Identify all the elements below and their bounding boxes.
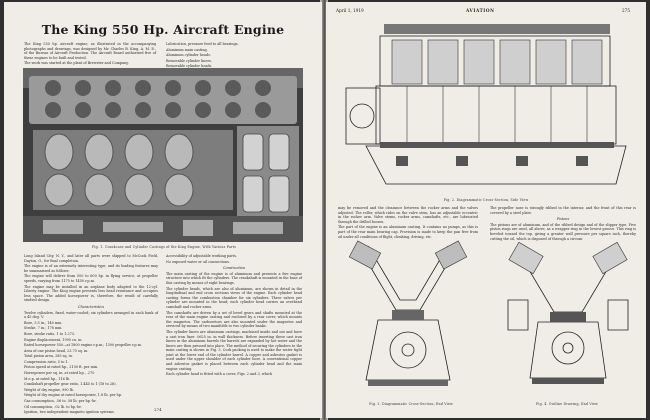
intro-paragraph: The work was started at the plant of Brewster and Company,: [24, 61, 129, 66]
spec-line: Gas consumption, .56 to .58 lb. per hp.-hr.: [24, 399, 97, 404]
body-paragraph: Long Island City, N. Y., and later all parts were shipped to McCook Field, Dayton, O., for final completion.: [24, 254, 158, 263]
lower-column-2: [166, 254, 302, 378]
characteristics-heading: Characteristics: [77, 304, 105, 309]
end-view-cross-section-drawing: [338, 240, 478, 400]
feature-line: Aluminum cylinder heads.: [166, 53, 211, 58]
body-paragraph: may be removed and the clearance between the rocker arms and the valves adjusted. The roller, which rides on the valve stem, has an adjustable eccentric in the rocker arm. Valve stems, rocker arms, camshafts, etc., are lubricated through the drilled bosses.: [338, 206, 478, 224]
body-paragraph: The propeller nose is strongly ribbed in the interior, and the front of this rear is covered by a steel plate.: [490, 206, 636, 215]
spec-line: Oil consumption, .02 lb. to hp.-hr.: [24, 404, 82, 409]
spec-line: Area of one piston head, 23.75 sq. in.: [24, 348, 89, 353]
feature-line: Accessibility of adjustable working parts.: [166, 254, 237, 258]
body-paragraph: The cylinder heads, which are also of aluminum, are shown in detail in the longitudinal and end cross sections views of the engine. Each cylinder head casting forms the combustion chamber for six cylinders. Three valves per cylinder are mounted in the head; each cylinder head carries an overhead camshaft and rocker arms.: [166, 286, 302, 309]
body-paragraph: The cylinder liners are aluminum castings, machined inside and out and have a cast iron liner .0625 in. in wall thickness. Before inserting these cast iron liners in the aluminum barrels the barrels are expanded by hot water and the liners are then pressed into place. The method of securing the cylinders to the main casting is shown in Fig. 3. Cork packing is used to make the water tight joint at the lower end of the cylinder barrel. A copper and asbestos gasket is used under the upper shoulder of each cylinder bore. A conventional copper and asbestos gasket is placed between each cylinder head and the main engine casting.: [166, 329, 302, 371]
end-view-outline-drawing: [498, 240, 638, 400]
body-paragraph: The main casting of the engine is of aluminum and presents a five engine structure into which fit the cylinders. The crankshaft is mounted in the base of this casting by means of eight bearings.: [166, 271, 302, 285]
feature-line: No exposed water or oil connections.: [166, 259, 230, 264]
article-title: The King 550 Hp. Aircraft Engine: [41, 22, 285, 37]
spec-line: Horsepower per sq. in. at rated hp., .270: [24, 371, 95, 376]
side-view-cross-section-drawing: [336, 16, 636, 196]
figure-4-caption: Fig. 4. Outline Drawing, End View: [535, 402, 599, 406]
spec-line: Stroke, 7 in.; 178 mm.: [24, 326, 63, 331]
spec-line: Twelve cylinders, fixed, water-cooled; six cylinders arranged in each bank of a 45 deg. V.: [24, 310, 158, 320]
right-page-number: 275: [622, 8, 630, 13]
body-paragraph: The pistons are of aluminum, and of the ribbed design and of the slipper type. Five piston rings are used, all above, as a wrapper ring in the lowest groove. This ring is beveled toward the top, giving a greater wall pressure per square inch, thereby cutting the oil, which is disposed of through a circum-: [490, 222, 636, 241]
figure-3-caption: Fig. 3. Diagrammatic Cross-Section, End View: [369, 402, 453, 406]
feature-line: Aluminum main casting.: [166, 47, 208, 52]
pistons-heading: Pistons: [556, 217, 570, 222]
engine-castings-photo: [23, 68, 303, 242]
spec-line: Engine displacement, 1995 cu. in.: [24, 337, 83, 342]
issue-date: April 1, 1919: [336, 8, 364, 13]
magazine-name: AVIATION: [466, 8, 495, 13]
figure-1-caption: Fig. 1. Crankcase and Cylinder Castings of the King Engine, With Various Parts: [91, 245, 237, 249]
spec-line: Bore, 5.5 in.; 140 mm.: [24, 320, 63, 325]
intro-paragraph: The King 550 hp. aircraft engine, as illustrated in the accompanying photographs and drawings, was designed by Mr. Charles B. King, A. M. E., of the Bureau of Aircraft Production. The Aircraft Board authorized five of these engines to be built and tested.: [24, 42, 156, 60]
spec-line: Weight of dry engine at rated horsepower, 1.8 lb. per hp.: [24, 393, 122, 398]
left-page: [4, 2, 322, 418]
engine-castings-illustration: [23, 68, 303, 242]
body-paragraph: The engine will deliver from 500 to 600 hp. in flying service, at propeller speeds, varying from 1175 to 1450 r.p.m.: [24, 274, 158, 283]
body-paragraph: Each cylinder head is fitted with a cover, Figs. 2 and 3, which: [166, 372, 273, 377]
right-page: [326, 2, 646, 418]
spec-line: Crankshaft propeller gear ratio, 1.445 to 1 (18 to 26).: [24, 382, 117, 387]
right-text-column-1: [338, 206, 478, 240]
body-paragraph: The engine is of an extremely interesting type, and its leading features may be summarized as follows:: [24, 264, 158, 273]
spec-line: Piston speed at rated hp., 2100 ft. per min.: [24, 365, 99, 370]
feature-line: Removable cylinder heads.: [166, 64, 213, 69]
spec-line: Bore, stroke ratio, 1 to 1.273.: [24, 331, 76, 336]
figure-2-caption: Fig. 2. Diagrammatic Cross-Section, Side View: [443, 198, 529, 202]
feature-line: Removable cylinder liners.: [166, 58, 212, 63]
left-page-number: 274: [154, 407, 162, 412]
body-paragraph: The engine may be installed in an airplane body adapted to the 12-cyl. Liberty engine. The King engine presents less head resistance and occupies less space. The added horsepower is, therefore, the result of carefully studied design.: [24, 284, 158, 303]
feature-line: Lubrication, pressure feed to all bearings.: [166, 42, 239, 46]
spec-line: Rated horsepower 550—at 1800 engine r.p.m.; 1300 propeller r.p.m.: [24, 343, 142, 348]
spec-line: Weight of dry engine, 990 lb.: [24, 387, 74, 392]
spec-line: Compression ratio, 5 to 1.: [24, 359, 69, 364]
spec-line: Total piston area, 285 sq. in.: [24, 354, 74, 359]
intro-column-1: [24, 42, 156, 67]
right-text-column-2: [490, 206, 636, 242]
body-paragraph: The camshafts are driven by a set of bevel gears and shafts mounted at the rear of the main engine casting and enclosed by a rear cover, which mounts the magnetos. The carburetors are also mounted under the magnetos and serviced by means of two manifolds to two cylinder banks.: [166, 310, 302, 329]
body-paragraph: The part of the engine is an aluminum casting. It contains no pumps, as this is part of the rear main bearing cap. Provision is made to keep the pan free from oil under all conditions of flight, climbing, driving, etc.: [338, 225, 478, 239]
lower-column-1: [24, 254, 158, 416]
construction-heading: Construction: [222, 266, 246, 271]
spec-line: M.e.p. at rated hp., 116 lb.: [24, 376, 71, 381]
spec-line: Ignition, two independent magneto ignition systems.: [24, 410, 115, 415]
